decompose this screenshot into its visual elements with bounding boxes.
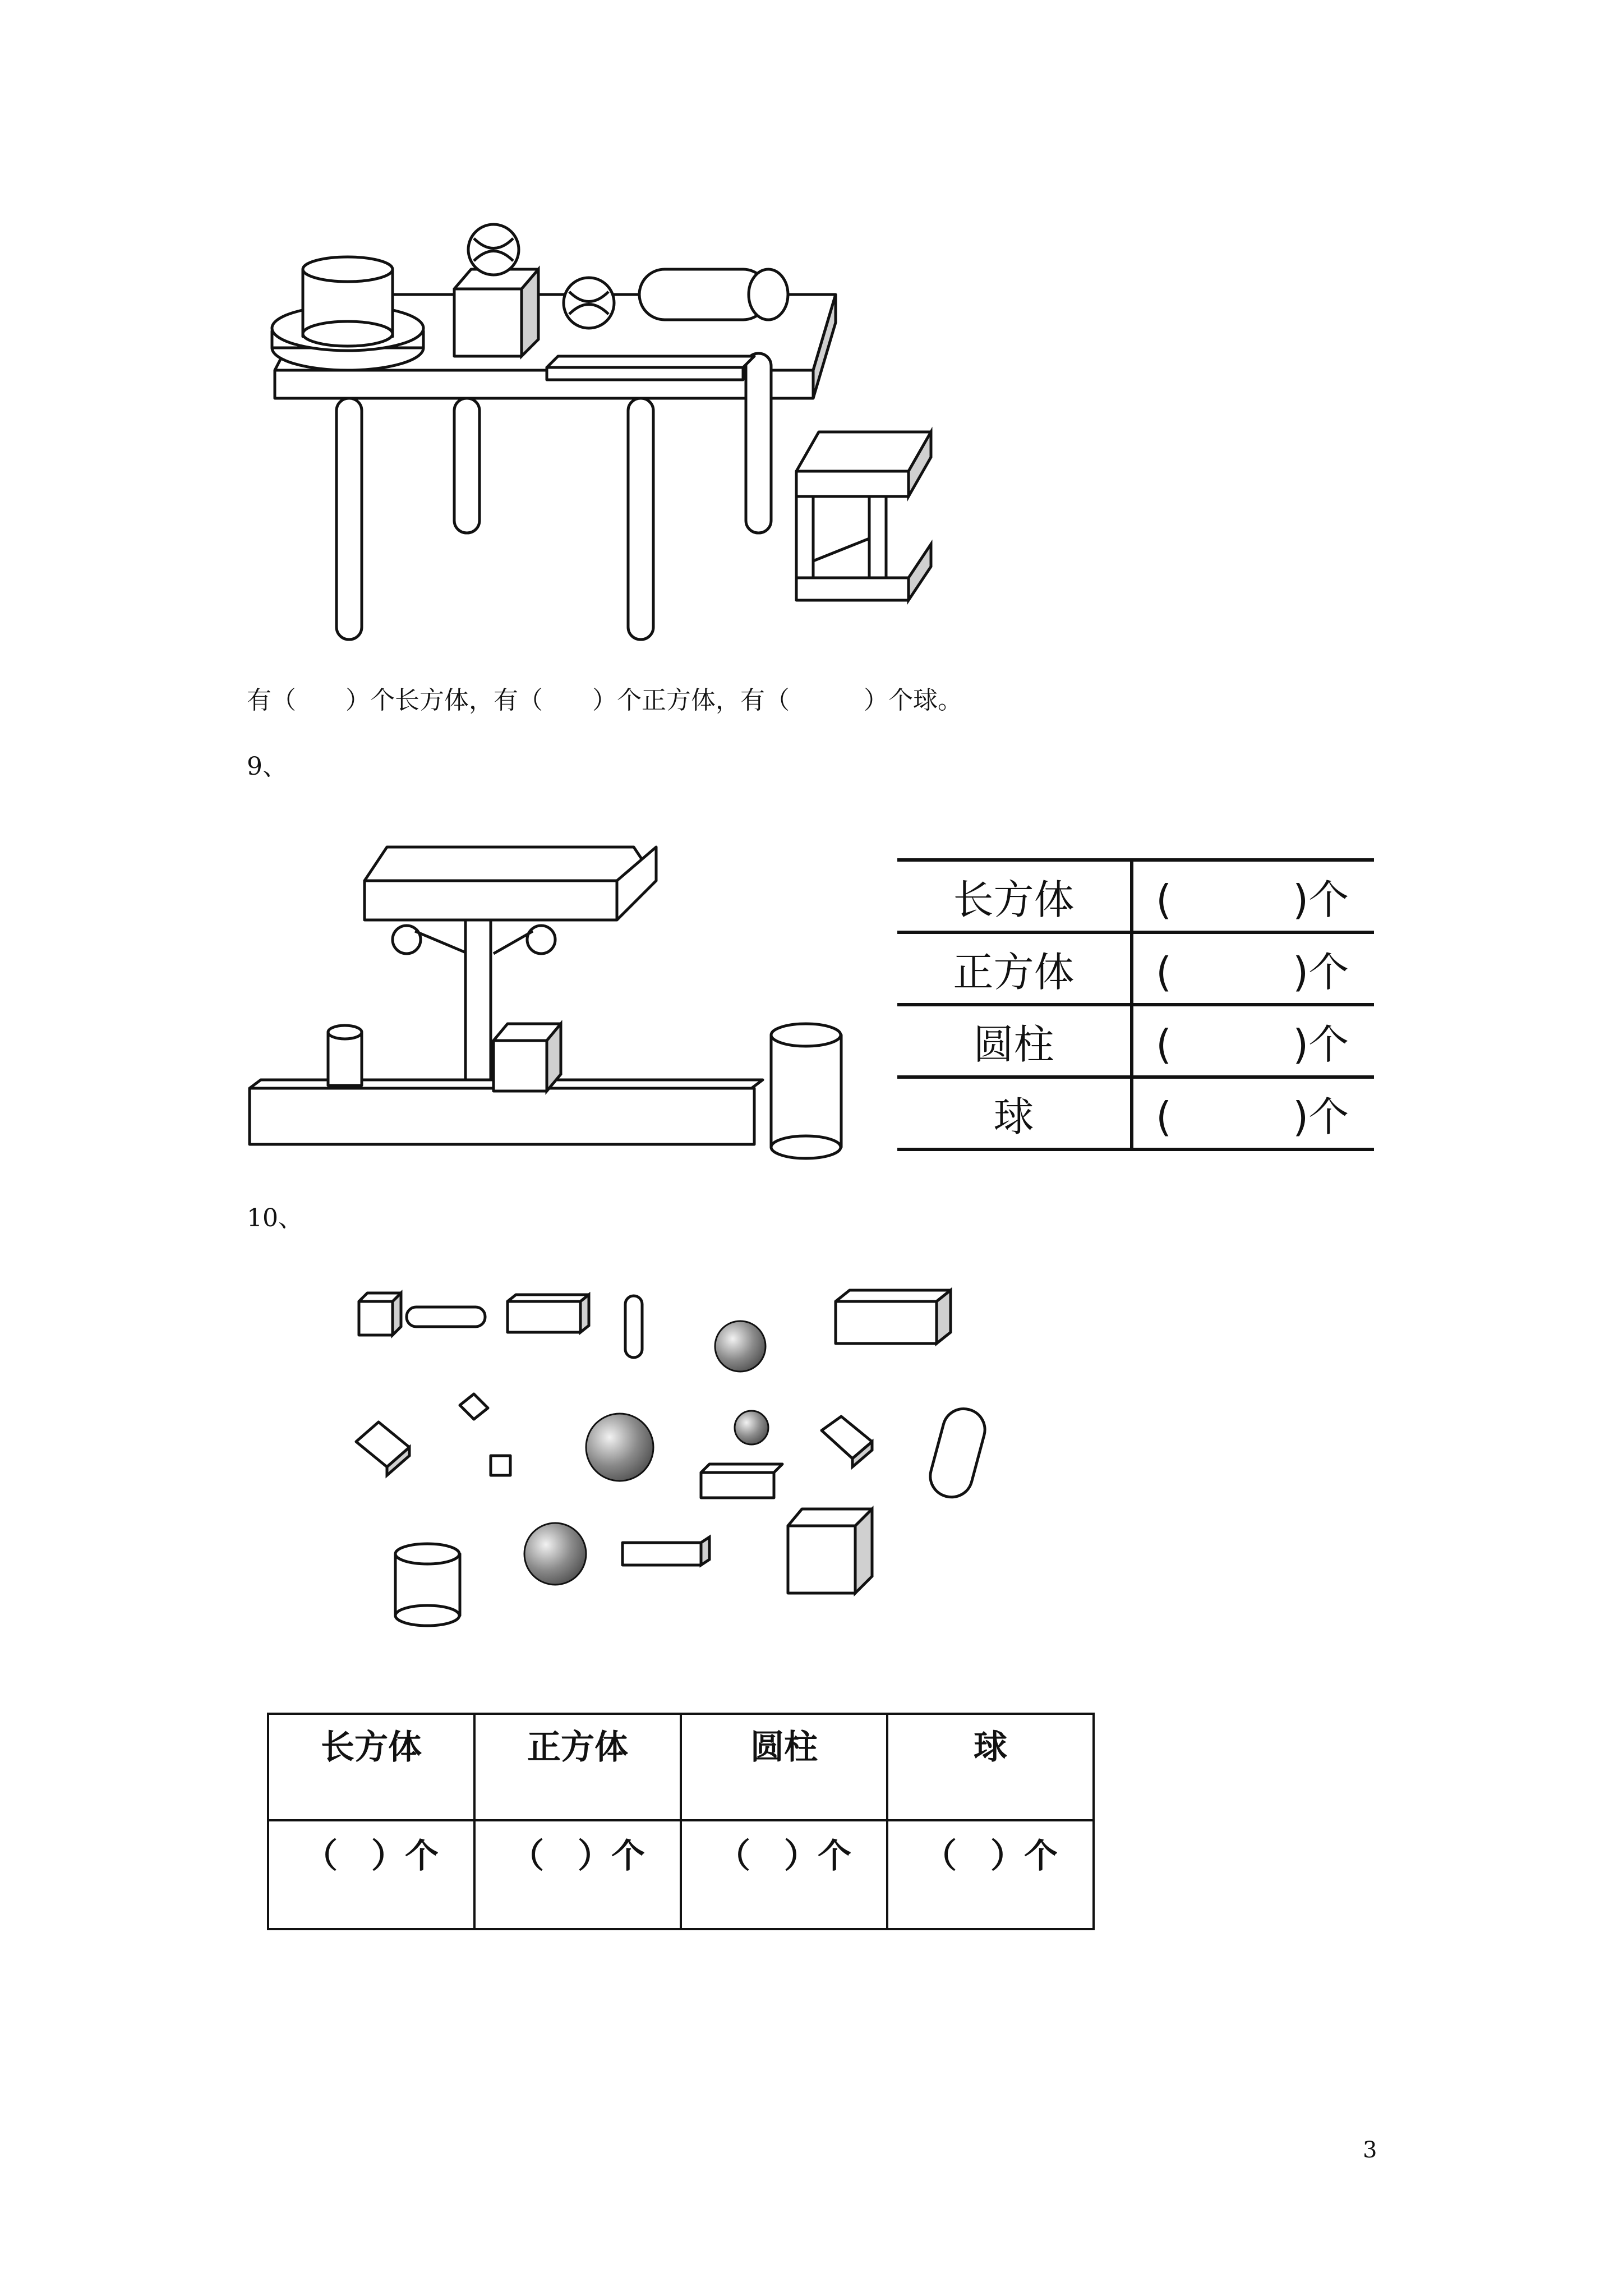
answer-blank[interactable]: ( )个 (1156, 948, 1349, 996)
row-label: 球 (897, 1079, 1133, 1148)
table-row (897, 931, 1374, 1003)
column-header: 长方体 (268, 1714, 474, 1820)
answer-blank[interactable]: ( )个 (1156, 1093, 1349, 1140)
column-header: 正方体 (474, 1714, 681, 1820)
q9-count-table (897, 858, 1374, 1151)
q8-frame-illustration (785, 426, 965, 606)
q9-illustration (247, 841, 852, 1156)
answer-blank[interactable]: （ ）个 (681, 1820, 887, 1929)
answer-blank[interactable]: （ ）个 (887, 1820, 1094, 1929)
row-label: 长方体 (897, 862, 1133, 931)
answer-blank[interactable]: ( )个 (1156, 1020, 1349, 1068)
answer-blank[interactable]: ( )个 (1156, 876, 1349, 923)
table-row (897, 1003, 1374, 1075)
q9-number: 9、 (247, 752, 287, 781)
table-row (268, 1820, 1094, 1929)
row-label: 圆柱 (897, 1006, 1133, 1075)
answer-blank[interactable]: （ ）个 (474, 1820, 681, 1929)
table-header-row (268, 1714, 1094, 1820)
column-header: 圆柱 (681, 1714, 887, 1820)
page-number: 3 (1363, 2137, 1377, 2163)
q10-shapes-illustration (348, 1279, 1021, 1627)
table-row (897, 1075, 1374, 1151)
q10-number: 10、 (247, 1204, 303, 1232)
q10-count-table (267, 1713, 1095, 1930)
table-row (897, 858, 1374, 931)
answer-blank[interactable]: （ ）个 (268, 1820, 474, 1929)
column-header: 球 (887, 1714, 1094, 1820)
q8-sentence: 有（ ）个长方体，有（ ）个正方体，有（ ）个球。 (247, 686, 962, 715)
row-label: 正方体 (897, 934, 1133, 1003)
